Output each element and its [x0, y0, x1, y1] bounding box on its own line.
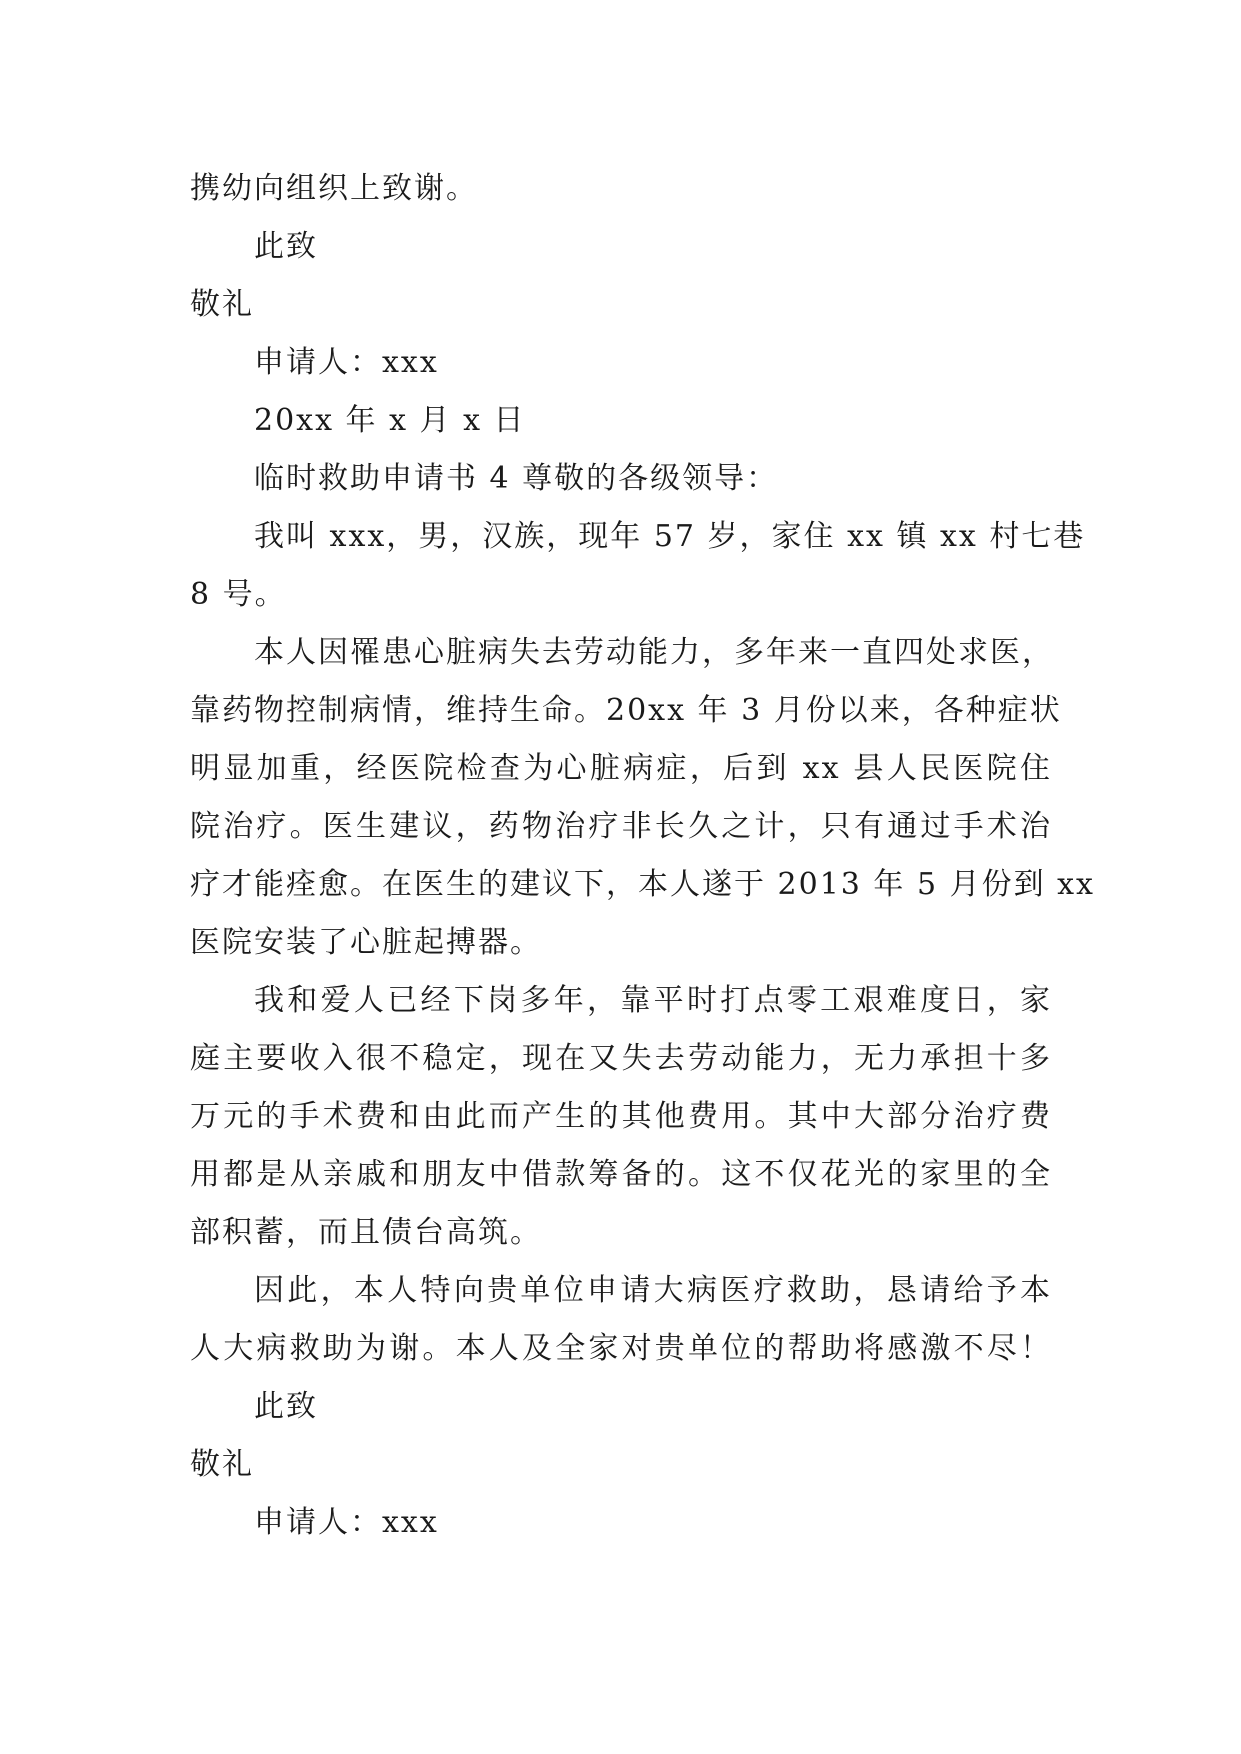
paragraph-line: 人大病救助为谢。本人及全家对贵单位的帮助将感激不尽！ [190, 1331, 1052, 1366]
paragraph-line: 疗才能痊愈。在医生的建议下，本人遂于 2013 年 5 月份到 xx [190, 867, 1095, 902]
applicant-signature: 申请人：xxx [254, 345, 439, 380]
paragraph-line: 庭主要收入很不稳定，现在又失去劳动能力，无力承担十多 [190, 1041, 1052, 1076]
text-line: 携幼向组织上致谢。 [190, 171, 478, 206]
paragraph-line: 我叫 xxx，男，汉族，现年 57 岁，家住 xx 镇 xx 村七巷 [254, 519, 1086, 554]
paragraph-line: 我和爱人已经下岗多年，靠平时打点零工艰难度日，家 [254, 983, 1052, 1018]
paragraph-line: 因此，本人特向贵单位申请大病医疗救助，恳请给予本 [254, 1273, 1052, 1308]
closing-regards: 敬礼 [190, 1447, 254, 1482]
closing-regards: 敬礼 [190, 287, 254, 322]
paragraph-line: 明显加重，经医院检查为心脏病症，后到 xx 县人民医院住 [190, 751, 1052, 786]
paragraph-line: 部积蓄，而且债台高筑。 [190, 1215, 542, 1250]
paragraph-line: 8 号。 [190, 577, 287, 612]
paragraph-line: 本人因罹患心脏病失去劳动能力，多年来一直四处求医， [254, 635, 1054, 670]
paragraph-line: 用都是从亲戚和朋友中借款筹备的。这不仅花光的家里的全 [190, 1157, 1052, 1192]
signature-date: 20xx 年 x 月 x 日 [254, 403, 526, 438]
paragraph-line: 院治疗。医生建议，药物治疗非长久之计，只有通过手术治 [190, 809, 1052, 844]
paragraph-line: 医院安装了心脏起搏器。 [190, 925, 542, 960]
applicant-signature: 申请人：xxx [254, 1505, 439, 1540]
document-body [190, 160, 1095, 1552]
closing-salutation: 此致 [254, 1389, 318, 1424]
closing-salutation: 此致 [254, 229, 318, 264]
paragraph-line: 万元的手术费和由此而产生的其他费用。其中大部分治疗费 [190, 1099, 1052, 1134]
letter-heading: 临时救助申请书 4 尊敬的各级领导： [254, 461, 779, 496]
paragraph-line: 靠药物控制病情，维持生命。20xx 年 3 月份以来，各种症状 [190, 693, 1062, 728]
